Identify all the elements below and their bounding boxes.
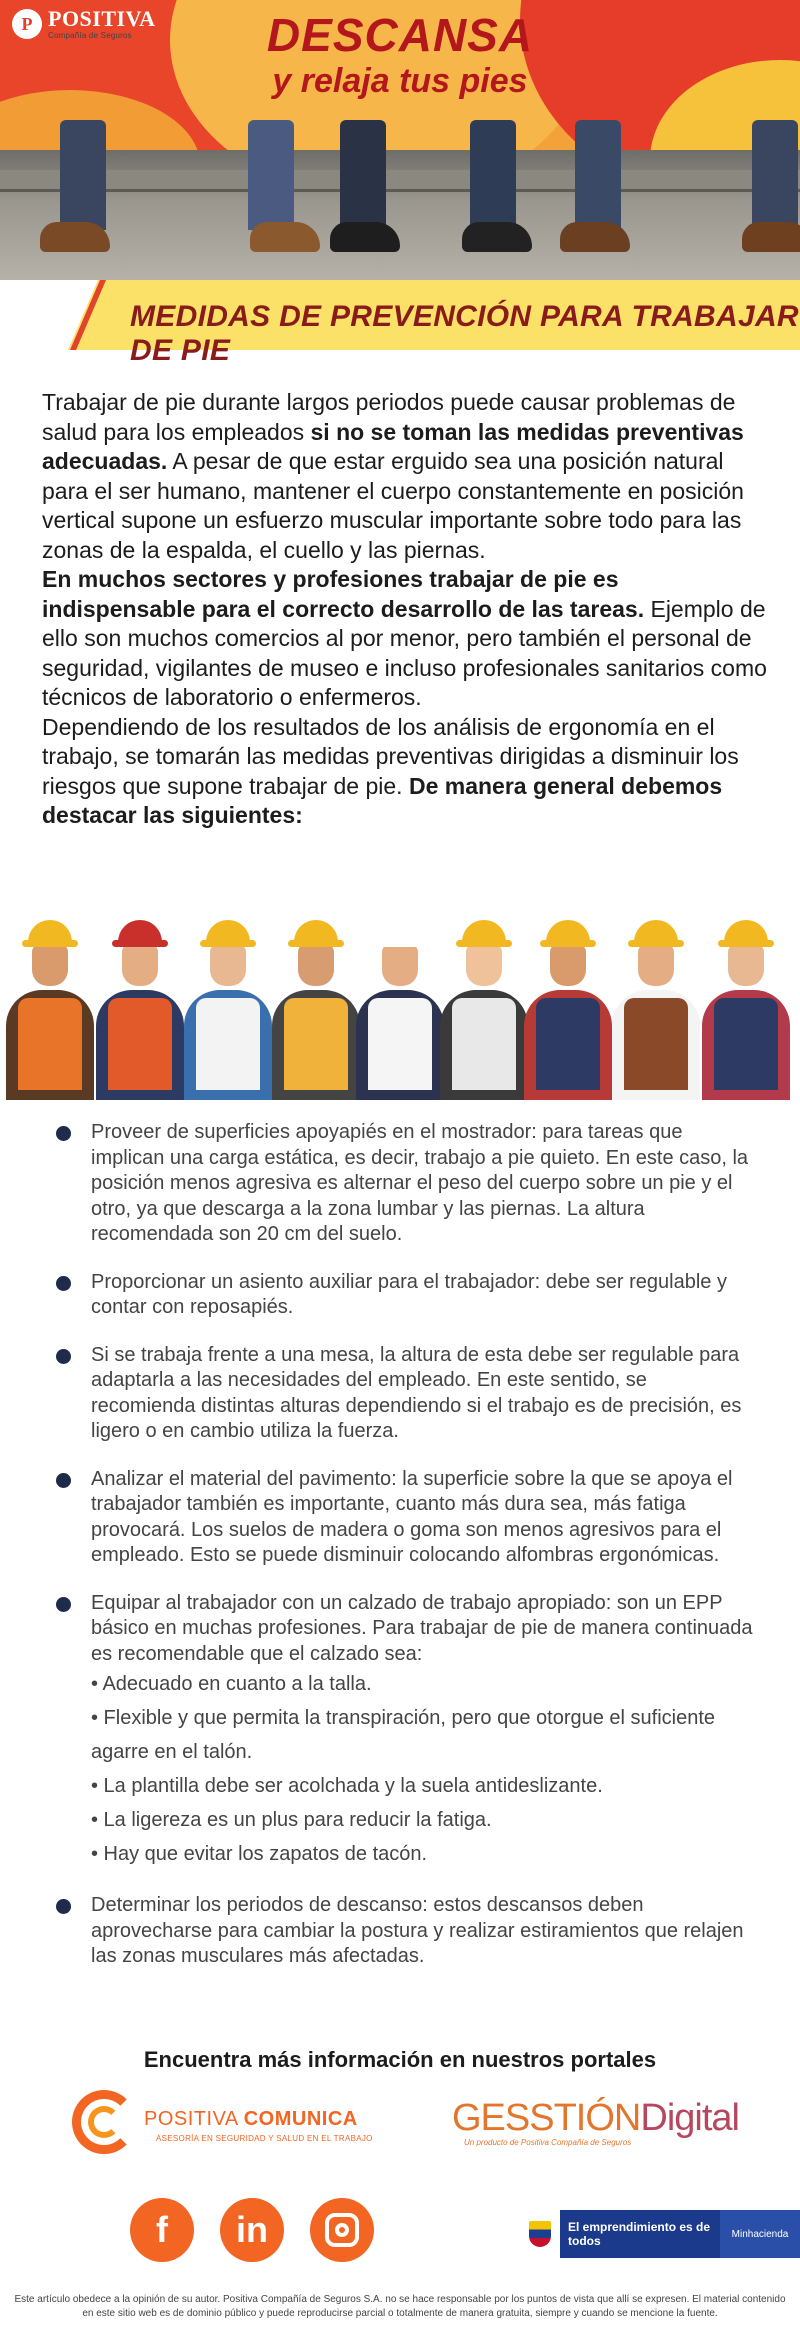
text: f — [156, 2209, 168, 2250]
worker-vest — [536, 998, 600, 1090]
list-item — [55, 1270, 755, 1321]
hero-title: DESCANSA — [266, 9, 534, 61]
list-item — [55, 1343, 755, 1445]
bullet-icon — [56, 1126, 71, 1141]
worker-vest — [368, 998, 432, 1090]
portal-tagline: Un producto de Positiva Compañía de Seguros — [464, 2138, 632, 2147]
worker-face — [638, 944, 674, 986]
hero-subtitle: y relaja tus pies — [272, 62, 528, 100]
text: A pesar de que estar erguido sea una posición natural para el ser humano, mantener el cuerpo constantemente en posición vertical supone un esfuerzo muscular importante sobre todo para las zonas de la espalda, el cuello y las piernas. — [42, 448, 744, 563]
bullet-icon — [56, 1349, 71, 1364]
boot — [560, 222, 630, 252]
government-banner — [520, 2210, 800, 2258]
worker-leg — [60, 120, 106, 230]
footwear-item: • Adecuado en cuanto a la talla. — [91, 1673, 372, 1695]
boot — [40, 222, 110, 252]
positiva-logo-icon: P — [12, 9, 42, 39]
instagram-icon[interactable] — [310, 2198, 374, 2262]
item-text: Si se trabaja frente a una mesa, la altura de esta debe ser regulable para adaptarla a las necesidades del empleado. En este sentido, se recomienda distintas alturas dependiendo si el trabajo es de precisión, es ligero o en cambio utiliza la fuerza. — [91, 1343, 742, 1442]
gesstion-digital-logo[interactable] — [452, 2098, 742, 2154]
list-item — [55, 1120, 755, 1248]
boot — [330, 222, 400, 252]
positiva-comunica-logo[interactable] — [72, 2090, 392, 2156]
text: Ejemplo de ello son muchos comercios al por menor, pero también el personal de seguridad, vigilantes de museo e incluso profesionales sanitarios como técnicos de laboratorio o enfermeros. — [42, 595, 767, 710]
bullet-icon — [56, 1276, 71, 1291]
portal-name — [452, 2098, 742, 2138]
linkedin-icon[interactable] — [220, 2198, 284, 2262]
item-text: Analizar el material del pavimento: la superficie sobre la que se apoya el trabajador también es importante, cuanto más dura sea, más fatiga provocará. Los suelos de madera o goma son menos agresivos para el empleado. Esto se puede disminuir colocando alfombras ergonómicas. — [91, 1467, 733, 1566]
worker-vest — [196, 998, 260, 1090]
measures-list — [55, 1120, 755, 1970]
logo-subtitle: Compañía de Seguros — [48, 31, 132, 40]
intro-paragraph-3 — [42, 713, 772, 831]
hard-hat-brim — [288, 940, 344, 947]
text: POSITIVA — [144, 2108, 244, 2130]
hard-hat-brim — [112, 940, 168, 947]
worker-leg — [575, 120, 621, 230]
hard-hat-brim — [456, 940, 512, 947]
boot — [462, 222, 532, 252]
hard-hat-brim — [718, 940, 774, 947]
footwear-item: • Hay que evitar los zapatos de tacón. — [91, 1843, 428, 1865]
emphasis: si no se toman las medidas preventivas adecuadas. — [42, 418, 744, 474]
worker-face — [32, 944, 68, 986]
worker-vest — [18, 998, 82, 1090]
worker-face — [122, 944, 158, 986]
logo-name: POSITIVA — [48, 6, 156, 31]
hard-hat-brim — [200, 940, 256, 947]
worker-face — [298, 944, 334, 986]
emphasis: COMUNICA — [243, 2108, 358, 2130]
worker-leg — [248, 120, 294, 230]
intro-text — [42, 388, 772, 831]
header-hero — [0, 0, 800, 280]
text: GESSTIÓN — [452, 2097, 641, 2139]
worker-face — [550, 944, 586, 986]
item-text: Proveer de superficies apoyapiés en el mostrador: para tareas que implican una carga estática, es decir, trabajo a pie quieto. En este caso, la posición menos agresiva es alternar el peso del cuerpo sobre un pie y el otro, ya que descarga a la zona lumbar y las piernas. La altura recomendada son 20 cm del suelo. — [91, 1121, 749, 1245]
gov-slogan: El emprendimiento es de todos — [560, 2210, 720, 2258]
footwear-item: • La plantilla debe ser acolchada y la suela antideslizante. — [91, 1775, 603, 1797]
item-text: Proporcionar un asiento auxiliar para el trabajador: debe ser regulable y contar con reposapiés. — [91, 1270, 727, 1318]
section-title: MEDIDAS DE PREVENCIÓN PARA TRABAJAR DE PIE — [130, 300, 799, 367]
worker-face — [728, 944, 764, 986]
worker-leg — [340, 120, 386, 230]
text: Dependiendo de los resultados de los análisis de ergonomía en el trabajo, se tomarán las medidas preventivas dirigidas a disminuir los riesgos que supone trabajar de pie. — [42, 713, 739, 799]
hard-hat-brim — [22, 940, 78, 947]
item-text: Determinar los periodos de descanso: estos descansos deben aprovecharse para cambiar la postura y realizar estiramientos que relajen las zonas musculares más afectadas. — [91, 1894, 744, 1967]
street-curb — [0, 170, 800, 192]
emphasis: Digital — [640, 2097, 739, 2139]
hard-hat-brim — [540, 940, 596, 947]
worker-vest — [714, 998, 778, 1090]
camera-glyph — [325, 2213, 359, 2247]
bullet-icon — [56, 1597, 71, 1612]
bullet-icon — [56, 1473, 71, 1488]
worker-face — [210, 944, 246, 986]
item-text: Equipar al trabajador con un calzado de trabajo apropiado: son un EPP básico en muchas profesiones. Para trabajar de pie de manera continuada es recomendable que el calzado sea: — [91, 1591, 753, 1665]
facebook-icon[interactable] — [130, 2198, 194, 2262]
text: Trabajar de pie durante largos periodos puede causar problemas de salud para los empleados — [42, 389, 736, 445]
list-item — [55, 1467, 755, 1569]
list-item — [55, 1591, 755, 1872]
disclaimer: Este artículo obedece a la opinión de su autor. Positiva Compañía de Seguros S.A. no se hace responsable por los puntos de vista que allí se expresen. El material contenido en este sitio web es de dominio público y puede reproducirse parcial o totalmente de manera gratuita, siempre y cuando se mencione la fuente. — [14, 2294, 786, 2319]
more-info-heading: Encuentra más información en nuestros portales — [143, 2047, 657, 2072]
worker-vest — [108, 998, 172, 1090]
intro-paragraph-2 — [42, 565, 772, 713]
footwear-item: • La ligereza es un plus para reducir la fatiga. — [91, 1809, 492, 1831]
worker-leg — [752, 120, 798, 230]
footwear-item: • Flexible y que permita la transpiración, pero que otorgue el suficiente agarre en el talón. — [91, 1707, 716, 1763]
list-item — [55, 1893, 755, 1970]
gov-ministry: Minhacienda — [720, 2210, 800, 2258]
boot — [250, 222, 320, 252]
colombia-shield-icon — [520, 2210, 560, 2258]
portal-name — [144, 2108, 358, 2131]
boot — [742, 222, 800, 252]
text: in — [236, 2209, 268, 2250]
worker-leg — [470, 120, 516, 230]
bullet-icon — [56, 1899, 71, 1914]
workers-illustration — [0, 880, 800, 1080]
emphasis: De manera general debemos destacar las siguientes: — [42, 772, 723, 828]
worker-vest — [284, 998, 348, 1090]
portal-tagline: ASESORÍA EN SEGURIDAD Y SALUD EN EL TRABAJO — [156, 2134, 373, 2143]
worker-face — [382, 944, 418, 986]
comunica-c-inner-icon — [88, 2106, 120, 2138]
worker-vest — [624, 998, 688, 1090]
worker-face — [466, 944, 502, 986]
intro-paragraph-1 — [42, 388, 772, 565]
emphasis: En muchos sectores y profesiones trabajar de pie es indispensable para el correcto desarrollo de las tareas. — [42, 566, 645, 622]
hard-hat-brim — [628, 940, 684, 947]
worker-vest — [452, 998, 516, 1090]
hard-hat-brim — [372, 940, 428, 947]
side-credit — [3, 395, 13, 465]
